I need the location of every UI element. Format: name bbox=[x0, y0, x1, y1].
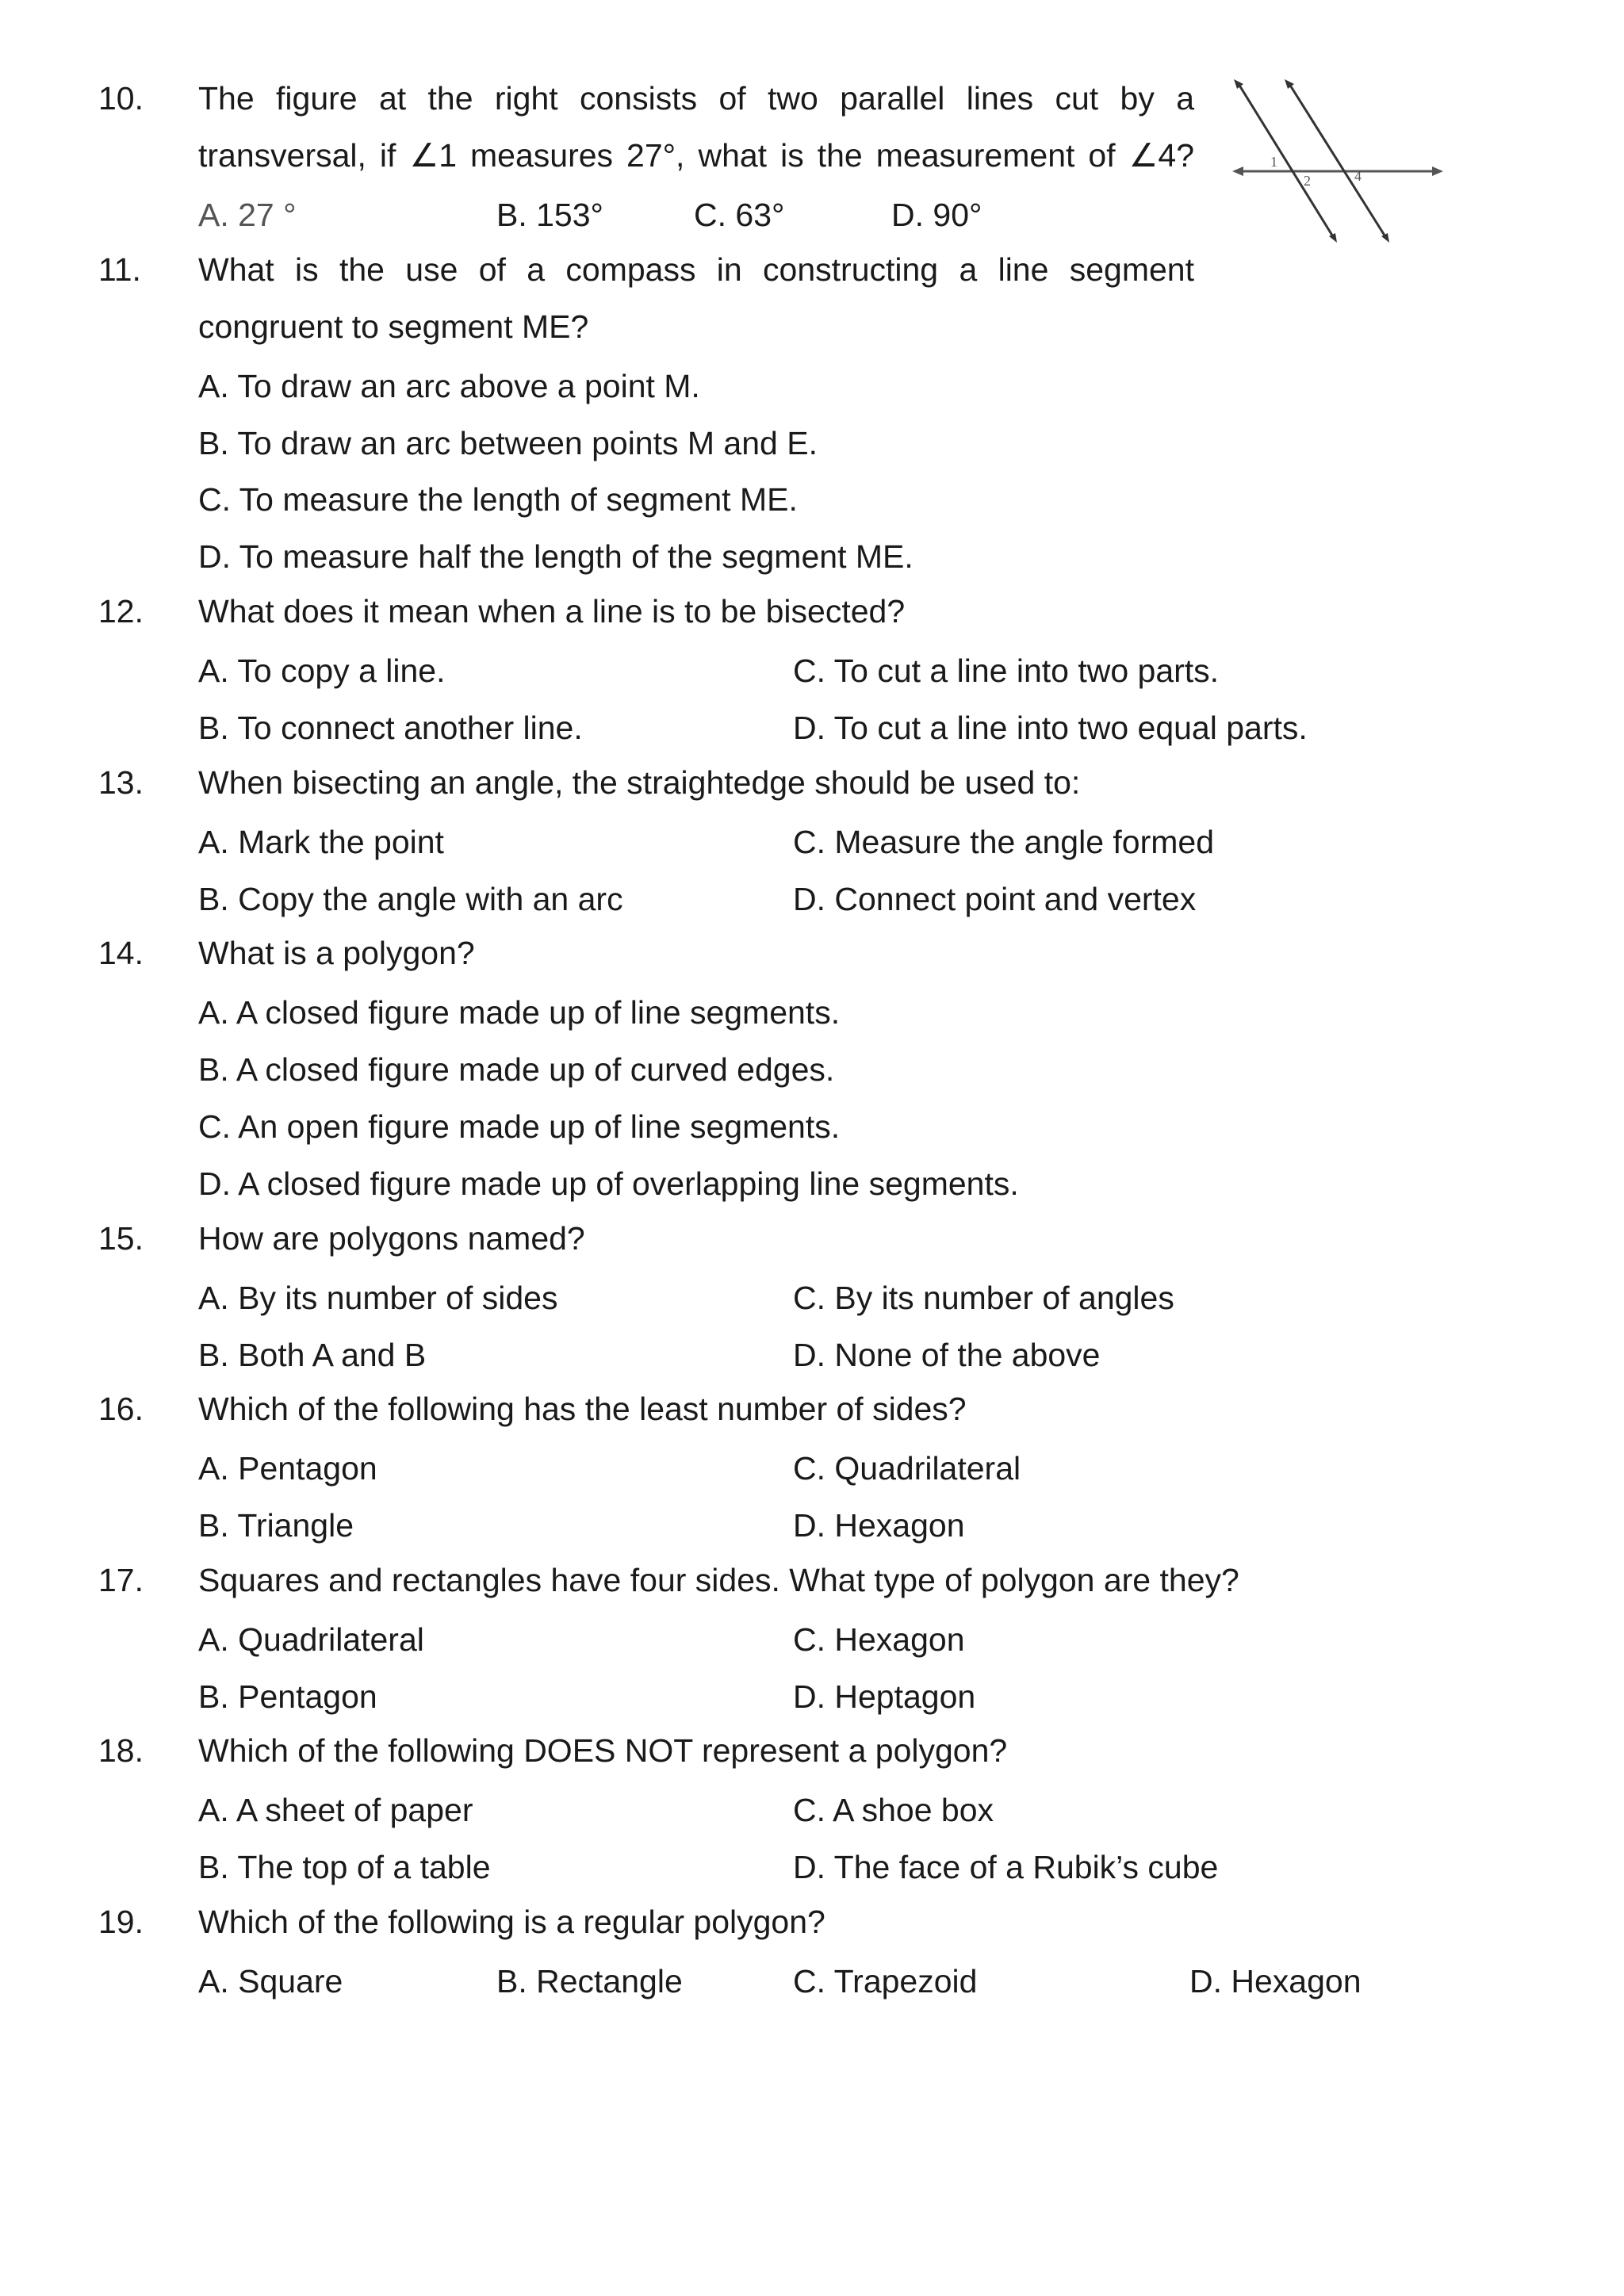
option-a: A. Square bbox=[198, 1963, 343, 1999]
option-c: C. To measure the length of segment ME. bbox=[198, 481, 798, 518]
option-b: B. To connect another line. bbox=[198, 710, 583, 746]
question-number: 10. bbox=[98, 80, 144, 117]
option-a: A. 27 ° bbox=[198, 197, 297, 233]
option-a: A. By its number of sides bbox=[198, 1280, 558, 1316]
arrow-right-icon bbox=[1432, 166, 1443, 176]
parallel-lines-figure bbox=[1231, 79, 1445, 246]
option-b: B. Pentagon bbox=[198, 1678, 377, 1715]
option-c: C. A shoe box bbox=[793, 1792, 994, 1828]
option-b: B. Both A and B bbox=[198, 1337, 427, 1373]
angle-label-1: 1 bbox=[1270, 154, 1277, 170]
option-b: B. Copy the angle with an arc bbox=[198, 881, 623, 917]
question-text-line: The figure at the right consists of two parallel lines cut by a bbox=[198, 80, 1194, 117]
question-text: What does it mean when a line is to be bisected? bbox=[198, 593, 906, 629]
arrow-left-icon bbox=[1232, 166, 1243, 176]
option-c: C. Measure the angle formed bbox=[793, 824, 1214, 860]
option-c: C. Hexagon bbox=[793, 1621, 965, 1658]
option-a: A. To draw an arc above a point M. bbox=[198, 368, 700, 404]
question-text: Which of the following DOES NOT represent a polygon? bbox=[198, 1732, 1008, 1769]
question-number: 18. bbox=[98, 1732, 144, 1769]
option-c: C. 63° bbox=[694, 197, 785, 233]
option-b: B. Rectangle bbox=[496, 1963, 683, 1999]
option-b: B. The top of a table bbox=[198, 1849, 491, 1885]
option-d: D. A closed figure made up of overlapping line segments. bbox=[198, 1165, 1019, 1202]
parallel-line-2 bbox=[1289, 84, 1386, 238]
question-number: 17. bbox=[98, 1562, 144, 1598]
question-text: What is a polygon? bbox=[198, 935, 475, 971]
option-a: A. Pentagon bbox=[198, 1450, 377, 1487]
option-a: A. To copy a line. bbox=[198, 652, 446, 689]
question-number: 14. bbox=[98, 935, 144, 971]
question-text-line: What is the use of a compass in constructing a line segment bbox=[198, 251, 1194, 288]
question-number: 13. bbox=[98, 764, 144, 801]
arrow-icon bbox=[1329, 233, 1337, 243]
question-number: 19. bbox=[98, 1904, 144, 1940]
question-text: When bisecting an angle, the straightedge should be used to: bbox=[198, 764, 1081, 801]
option-b: B. Triangle bbox=[198, 1507, 354, 1544]
option-d: D. To cut a line into two equal parts. bbox=[793, 710, 1308, 746]
option-d: D. Hexagon bbox=[1189, 1963, 1362, 1999]
parallel-line-1 bbox=[1239, 84, 1334, 238]
arrow-icon bbox=[1381, 233, 1389, 243]
option-b: B. A closed figure made up of curved edges. bbox=[198, 1051, 835, 1088]
question-text: Squares and rectangles have four sides. What type of polygon are they? bbox=[198, 1562, 1239, 1598]
question-number: 16. bbox=[98, 1391, 144, 1427]
question-number: 11. bbox=[98, 251, 141, 288]
angle-label-4: 4 bbox=[1354, 168, 1362, 184]
question-text: Which of the following is a regular polygon? bbox=[198, 1904, 825, 1940]
option-d: D. Heptagon bbox=[793, 1678, 976, 1715]
question-number: 12. bbox=[98, 593, 144, 629]
option-a: A. Quadrilateral bbox=[198, 1621, 424, 1658]
angle-label-2: 2 bbox=[1304, 173, 1311, 189]
question-text: Which of the following has the least number of sides? bbox=[198, 1391, 967, 1427]
option-c: C. An open figure made up of line segments. bbox=[198, 1108, 841, 1145]
option-b: B. To draw an arc between points M and E. bbox=[198, 425, 818, 461]
question-text-line: transversal, if ∠1 measures 27°, what is the measurement of ∠4? bbox=[198, 137, 1194, 174]
question-number: 15. bbox=[98, 1220, 144, 1257]
option-d: D. Hexagon bbox=[793, 1507, 965, 1544]
option-c: C. To cut a line into two parts. bbox=[793, 652, 1220, 689]
question-text: How are polygons named? bbox=[198, 1220, 585, 1257]
question-text-line: congruent to segment ME? bbox=[198, 308, 589, 345]
option-b: B. 153° bbox=[496, 197, 603, 233]
option-c: C. Quadrilateral bbox=[793, 1450, 1021, 1487]
option-d: D. To measure half the length of the segment ME. bbox=[198, 538, 914, 575]
option-c: C. Trapezoid bbox=[793, 1963, 978, 1999]
option-c: C. By its number of angles bbox=[793, 1280, 1174, 1316]
option-a: A. A closed figure made up of line segments. bbox=[198, 994, 841, 1031]
option-d: D. Connect point and vertex bbox=[793, 881, 1197, 917]
option-d: D. 90° bbox=[891, 197, 982, 233]
option-a: A. A sheet of paper bbox=[198, 1792, 473, 1828]
option-a: A. Mark the point bbox=[198, 824, 444, 860]
option-d: D. None of the above bbox=[793, 1337, 1101, 1373]
option-d: D. The face of a Rubik’s cube bbox=[793, 1849, 1219, 1885]
